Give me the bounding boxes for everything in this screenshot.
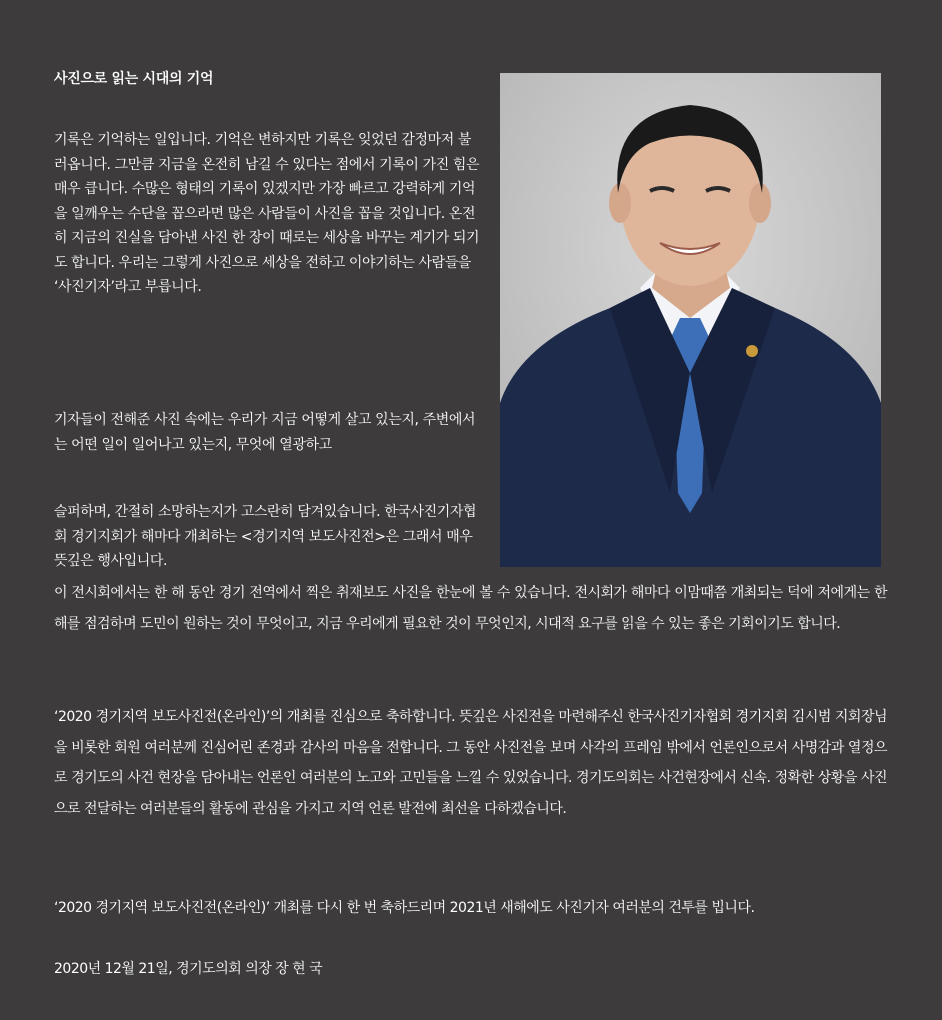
paragraph-congratulations: ‘2020 경기지역 보도사진전(온라인)’의 개최를 진심으로 축하합니다. 뜻깊은 사진전을 마련해주신 한국사진기자협회 경기지회 김시범 지회장님을 비롯한 회원 여러분께 진심어린 존경과 감사의 마음을 전합니다. 그 동안 사진전을 보며 사각의 프레임 밖에서 언론인으로서 사명감과 열정으로 경기도의 사건 현장을 담아내는 언론인 여러분의 노고와 고민들을 느낄 수 있었습니다. 경기도의회는 사건현장에서 신속. 정확한 상황을 사진으로 전달하는 여러분들의 활동에 관심을 가지고 지역 언론 발전에 최선을 다하겠습니다. [54, 709, 887, 817]
paragraph-closing: ‘2020 경기지역 보도사진전(온라인)’ 개최를 다시 한 번 축하드리며 2021년 새해에도 사진기자 여러분의 건투를 빕니다. [54, 900, 755, 916]
paragraph-intro: 기록은 기억하는 일입니다. 기억은 변하지만 기록은 잊었던 감정마저 불러옵니다. 그만큼 지금을 온전히 남길 수 있다는 점에서 기록이 가진 힘은 매우 큽니다. 수많은 형태의 기록이 있겠지만 가장 빠르고 강력하게 기억을 일깨우는 수단을 꼽으라면 많은 사람들이 사진을 꼽을 것입니다. 온전히 지금의 진실을 담아낸 사진 한 장이 때로는 세상을 바꾸는 계기가 되기도 합니다. 우리는 그렇게 사진으로 세상을 전하고 이야기하는 사람들을 ‘사진기자’라고 부릅니다. [54, 132, 480, 295]
paragraph-exhibition-overview: 이 전시회에서는 한 해 동안 경기 전역에서 찍은 취재보도 사진을 한눈에 볼 수 있습니다. 전시회가 해마다 이맘때쯤 개최되는 덕에 저에게는 한 해를 점검하며 도민이 원하는 것이 무엇이고, 지금 우리에게 필요한 것이 무엇인지, 시대적 요구를 읽을 수 있는 좋은 기회이기도 합니다. [54, 585, 887, 632]
paragraph-exhibition-meaning: 슬퍼하며, 간절히 소망하는지가 고스란히 담겨있습니다. 한국사진기자협회 경기지회가 해마다 개최하는 <경기지역 보도사진전>은 그래서 매우 뜻깊은 행사입니다. [54, 504, 477, 569]
paragraph-photos-content: 기자들이 전해준 사진 속에는 우리가 지금 어떻게 살고 있는지, 주변에서는 어떤 일이 일어나고 있는지, 무엇에 열광하고 [54, 412, 476, 453]
portrait-photo [500, 73, 881, 567]
signature-line: 2020년 12월 21일, 경기도의회 의장 장 현 국 [54, 961, 323, 977]
portrait-illustration [500, 73, 881, 567]
page-title: 사진으로 읽는 시대의 기억 [54, 71, 214, 87]
